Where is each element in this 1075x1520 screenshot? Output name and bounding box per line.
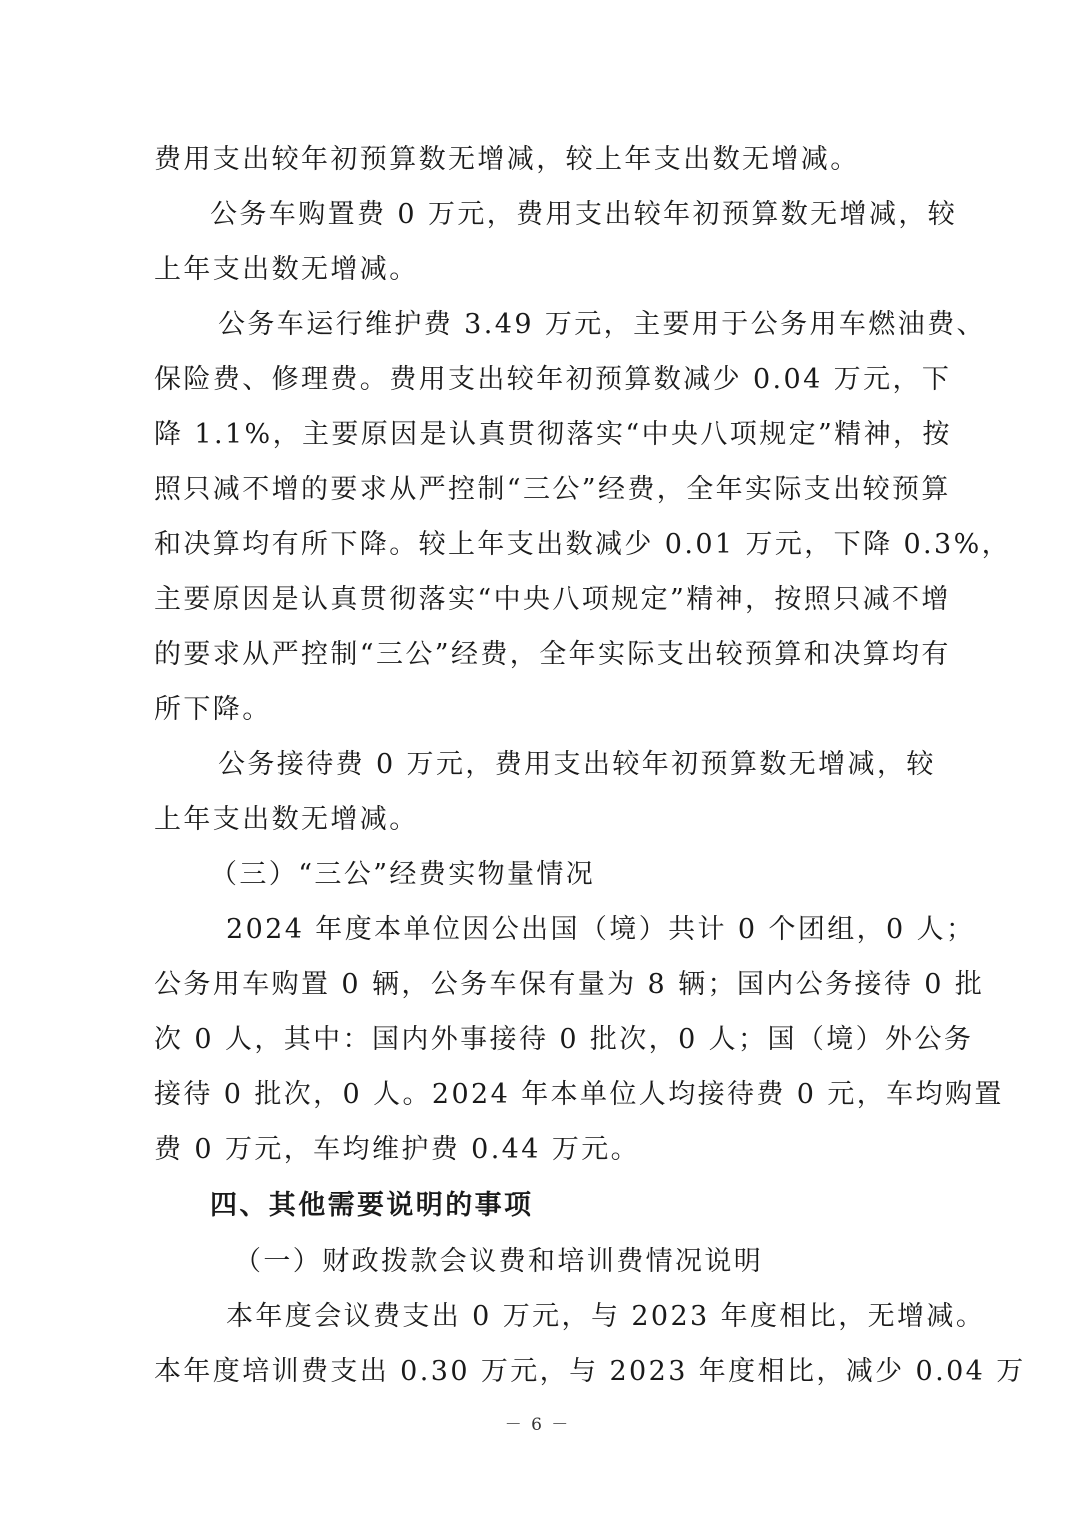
paragraph-line: 本年度会议费支出 0 万元，与 2023 年度相比，无增减。 (226, 1301, 986, 1332)
page-number: － 6 － (504, 1415, 571, 1435)
paragraph-line: 主要原因是认真贯彻落实“中央八项规定”精神，按照只减不增 (154, 584, 951, 615)
subsection-heading: （一）财政拨款会议费和培训费情况说明 (234, 1246, 764, 1277)
paragraph-line: 公务用车购置 0 辆，公务车保有量为 8 辆；国内公务接待 0 批 (154, 969, 985, 1000)
paragraph-line: 上年支出数无增减。 (154, 804, 419, 835)
paragraph-line: 费用支出较年初预算数无增减，较上年支出数无增减。 (154, 144, 860, 175)
paragraph-line: 照只减不增的要求从严控制“三公”经费，全年实际支出较预算 (154, 474, 951, 505)
paragraph-line: 公务车购置费 0 万元，费用支出较年初预算数无增减，较 (210, 199, 958, 230)
paragraph-line: 所下降。 (154, 694, 272, 725)
paragraph-line: 上年支出数无增减。 (154, 254, 419, 285)
paragraph-line: 保险费、修理费。费用支出较年初预算数减少 0.04 万元，下 (154, 364, 952, 395)
paragraph-line: 的要求从严控制“三公”经费，全年实际支出较预算和决算均有 (154, 639, 951, 670)
paragraph-line: 本年度培训费支出 0.30 万元，与 2023 年度相比，减少 0.04 万 (154, 1356, 1026, 1387)
paragraph-line: 降 1.1%，主要原因是认真贯彻落实“中央八项规定”精神，按 (154, 419, 952, 450)
paragraph-line: 费 0 万元，车均维护费 0.44 万元。 (154, 1134, 641, 1165)
paragraph-line: 和决算均有所下降。较上年支出数减少 0.01 万元，下降 0.3%， (154, 529, 1012, 560)
paragraph-line: 接待 0 批次，0 人。2024 年本单位人均接待费 0 元，车均购置 (154, 1079, 1004, 1110)
paragraph-line: 公务接待费 0 万元，费用支出较年初预算数无增减，较 (218, 749, 936, 780)
subsection-heading: （三）“三公”经费实物量情况 (210, 859, 596, 890)
paragraph-line: 公务车运行维护费 3.49 万元，主要用于公务用车燃油费、 (218, 309, 986, 340)
section-heading: 四、其他需要说明的事项 (210, 1190, 534, 1221)
paragraph-line: 次 0 人，其中：国内外事接待 0 批次，0 人；国（境）外公务 (154, 1024, 974, 1055)
paragraph-line: 2024 年度本单位因公出国（境）共计 0 个团组，0 人； (226, 914, 976, 945)
